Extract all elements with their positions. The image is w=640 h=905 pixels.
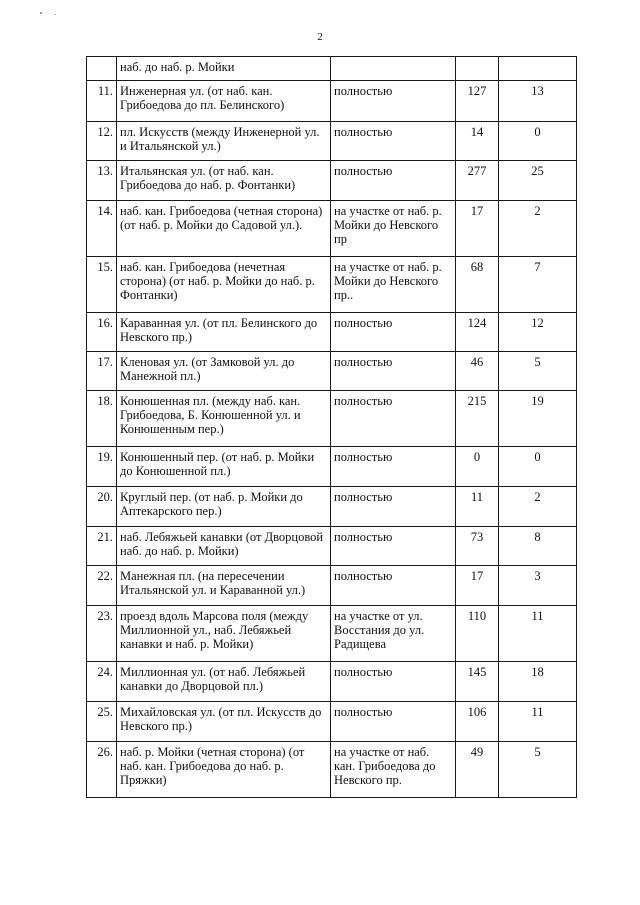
street-extent: полностью — [331, 161, 456, 201]
table-row — [87, 742, 577, 798]
street-name: Конюшенный пер. (от наб. р. Мойки до Конюшенной пл.) — [117, 447, 331, 487]
row-number: 19. — [87, 447, 117, 487]
table-row — [87, 447, 577, 487]
value-1: 106 — [456, 702, 499, 742]
page-number: 2 — [317, 31, 323, 43]
value-2 — [499, 57, 577, 81]
street-extent: полностью — [331, 313, 456, 352]
value-1 — [456, 57, 499, 81]
table-row — [87, 81, 577, 122]
street-extent: на участке от наб. р. Мойки до Невского пр — [331, 201, 456, 257]
street-name: наб. кан. Грибоедова (четная сторона) (от наб. р. Мойки до Садовой ул.). — [117, 201, 331, 257]
street-name: Миллионная ул. (от наб. Лебяжьей канавки до Дворцовой пл.) — [117, 662, 331, 702]
street-name: наб. кан. Грибоедова (нечетная сторона) (от наб. р. Мойки до наб. р. Фонтанки) — [117, 257, 331, 313]
value-1: 277 — [456, 161, 499, 201]
scan-speck — [55, 14, 56, 15]
value-1: 0 — [456, 447, 499, 487]
street-name: проезд вдоль Марсова поля (между Миллионной ул., наб. Лебяжьей канавки и наб. р. Мойки) — [117, 606, 331, 662]
street-extent: на участке от наб. кан. Грибоедова до Невского пр. — [331, 742, 456, 798]
table-row — [87, 391, 577, 447]
street-extent: на участке от ул. Восстания до ул. Радищева — [331, 606, 456, 662]
value-2: 8 — [499, 527, 577, 566]
table-row — [87, 606, 577, 662]
row-number: 15. — [87, 257, 117, 313]
street-extent: полностью — [331, 447, 456, 487]
value-1: 110 — [456, 606, 499, 662]
value-2: 5 — [499, 742, 577, 798]
table-row — [87, 161, 577, 201]
row-number: 13. — [87, 161, 117, 201]
value-2: 11 — [499, 702, 577, 742]
row-number: 22. — [87, 566, 117, 606]
value-2: 7 — [499, 257, 577, 313]
row-number: 25. — [87, 702, 117, 742]
value-1: 124 — [456, 313, 499, 352]
street-name: наб. до наб. р. Мойки — [117, 57, 331, 81]
value-2: 5 — [499, 352, 577, 391]
row-number: 18. — [87, 391, 117, 447]
street-name: Манежная пл. (на пересечении Итальянской ул. и Караванной ул.) — [117, 566, 331, 606]
value-2: 11 — [499, 606, 577, 662]
value-2: 0 — [499, 447, 577, 487]
value-1: 46 — [456, 352, 499, 391]
table-row — [87, 527, 577, 566]
row-number: 12. — [87, 122, 117, 161]
table-row — [87, 257, 577, 313]
value-2: 12 — [499, 313, 577, 352]
street-name: наб. Лебяжьей канавки (от Дворцовой наб. до наб. р. Мойки) — [117, 527, 331, 566]
value-1: 68 — [456, 257, 499, 313]
street-extent: полностью — [331, 352, 456, 391]
table-row — [87, 352, 577, 391]
street-name: наб. р. Мойки (четная сторона) (от наб. кан. Грибоедова до наб. р. Пряжки) — [117, 742, 331, 798]
value-1: 17 — [456, 566, 499, 606]
table-row — [87, 487, 577, 527]
table-row — [87, 201, 577, 257]
table-row — [87, 57, 577, 81]
street-extent: полностью — [331, 527, 456, 566]
value-2: 19 — [499, 391, 577, 447]
value-1: 14 — [456, 122, 499, 161]
street-extent: полностью — [331, 122, 456, 161]
row-number: 21. — [87, 527, 117, 566]
street-extent: полностью — [331, 487, 456, 527]
street-name: пл. Искусств (между Инженерной ул. и Итальянской ул.) — [117, 122, 331, 161]
scan-speck — [40, 12, 42, 14]
row-number: 26. — [87, 742, 117, 798]
value-1: 49 — [456, 742, 499, 798]
row-number: 17. — [87, 352, 117, 391]
row-number — [87, 57, 117, 81]
value-1: 145 — [456, 662, 499, 702]
row-number: 11. — [87, 81, 117, 122]
streets-table — [86, 56, 577, 798]
street-extent: полностью — [331, 81, 456, 122]
value-2: 0 — [499, 122, 577, 161]
street-extent: полностью — [331, 662, 456, 702]
value-1: 215 — [456, 391, 499, 447]
row-number: 23. — [87, 606, 117, 662]
street-name: Караванная ул. (от пл. Белинского до Невского пр.) — [117, 313, 331, 352]
row-number: 16. — [87, 313, 117, 352]
table-row — [87, 662, 577, 702]
row-number: 20. — [87, 487, 117, 527]
street-extent — [331, 57, 456, 81]
street-name: Итальянская ул. (от наб. кан. Грибоедова до наб. р. Фонтанки) — [117, 161, 331, 201]
street-name: Кленовая ул. (от Замковой ул. до Манежной пл.) — [117, 352, 331, 391]
value-2: 3 — [499, 566, 577, 606]
street-name: Инженерная ул. (от наб. кан. Грибоедова до пл. Белинского) — [117, 81, 331, 122]
table-row — [87, 122, 577, 161]
street-name: Круглый пер. (от наб. р. Мойки до Аптекарского пер.) — [117, 487, 331, 527]
street-name: Михайловская ул. (от пл. Искусств до Невского пр.) — [117, 702, 331, 742]
table-row — [87, 313, 577, 352]
street-extent: на участке от наб. р. Мойки до Невского пр.. — [331, 257, 456, 313]
row-number: 24. — [87, 662, 117, 702]
value-1: 11 — [456, 487, 499, 527]
street-name: Конюшенная пл. (между наб. кан. Грибоедова, Б. Конюшенной ул. и Конюшенным пер.) — [117, 391, 331, 447]
row-number: 14. — [87, 201, 117, 257]
value-2: 25 — [499, 161, 577, 201]
value-2: 13 — [499, 81, 577, 122]
value-2: 2 — [499, 487, 577, 527]
value-1: 17 — [456, 201, 499, 257]
street-extent: полностью — [331, 566, 456, 606]
value-1: 73 — [456, 527, 499, 566]
street-extent: полностью — [331, 391, 456, 447]
value-2: 2 — [499, 201, 577, 257]
value-2: 18 — [499, 662, 577, 702]
street-extent: полностью — [331, 702, 456, 742]
table-row — [87, 702, 577, 742]
table-row — [87, 566, 577, 606]
value-1: 127 — [456, 81, 499, 122]
